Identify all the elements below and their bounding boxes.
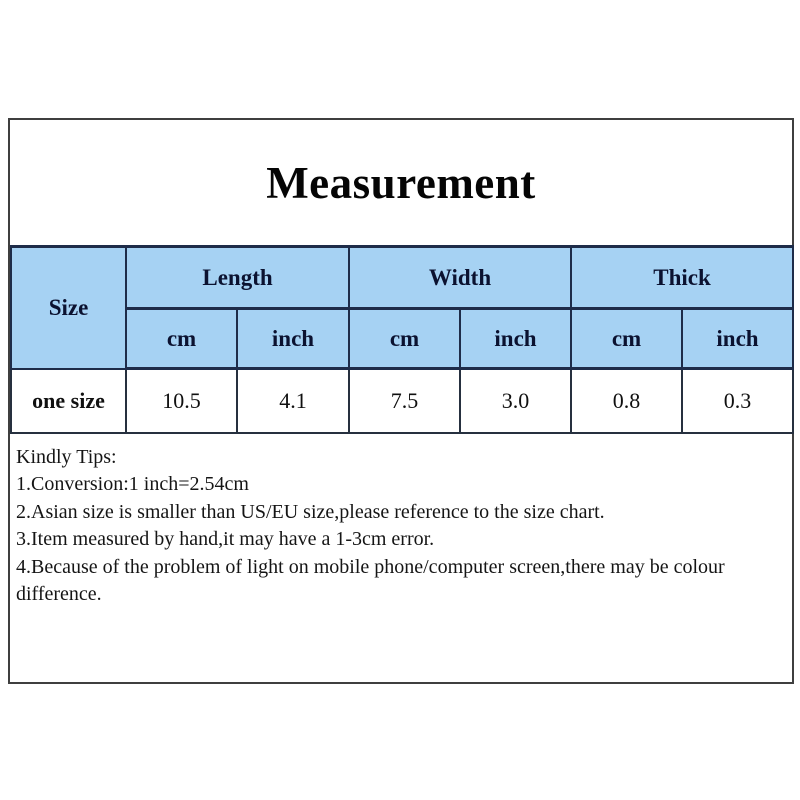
tip-item-2: 2.Asian size is smaller than US/EU size,please reference to the size chart.: [16, 500, 605, 523]
size-chart-table: [10, 245, 794, 434]
column-header-width: Width: [349, 247, 571, 309]
unit-header-width-inch: inch: [460, 309, 571, 369]
page-title: Measurement: [266, 157, 536, 208]
measurement-panel: [8, 118, 794, 684]
size-value: one size: [11, 369, 126, 433]
length-inch-value: 4.1: [237, 369, 349, 433]
width-cm-value: 7.5: [349, 369, 460, 433]
unit-header-thick-inch: inch: [682, 309, 793, 369]
kindly-tips-section: [10, 434, 792, 609]
title-area: [10, 120, 792, 245]
width-inch-value: 3.0: [460, 369, 571, 433]
unit-header-length-inch: inch: [237, 309, 349, 369]
table-row: [11, 369, 793, 433]
thick-cm-value: 0.8: [571, 369, 682, 433]
length-cm-value: 10.5: [126, 369, 237, 433]
thick-inch-value: 0.3: [682, 369, 793, 433]
tip-item-4: 4.Because of the problem of light on mobile phone/computer screen,there may be colour difference.: [16, 555, 725, 605]
table-header-unit-row: [11, 309, 793, 369]
column-header-thick: Thick: [571, 247, 793, 309]
column-header-size: Size: [11, 247, 126, 369]
table-header-group-row: [11, 247, 793, 309]
tip-item-3: 3.Item measured by hand,it may have a 1-3cm error.: [16, 528, 435, 550]
unit-header-width-cm: cm: [349, 309, 460, 369]
tip-item-1: 1.Conversion:1 inch=2.54cm: [16, 473, 249, 495]
unit-header-length-cm: cm: [126, 309, 237, 369]
column-header-length: Length: [126, 247, 349, 309]
unit-header-thick-cm: cm: [571, 309, 682, 369]
tips-heading: Kindly Tips:: [16, 445, 117, 468]
